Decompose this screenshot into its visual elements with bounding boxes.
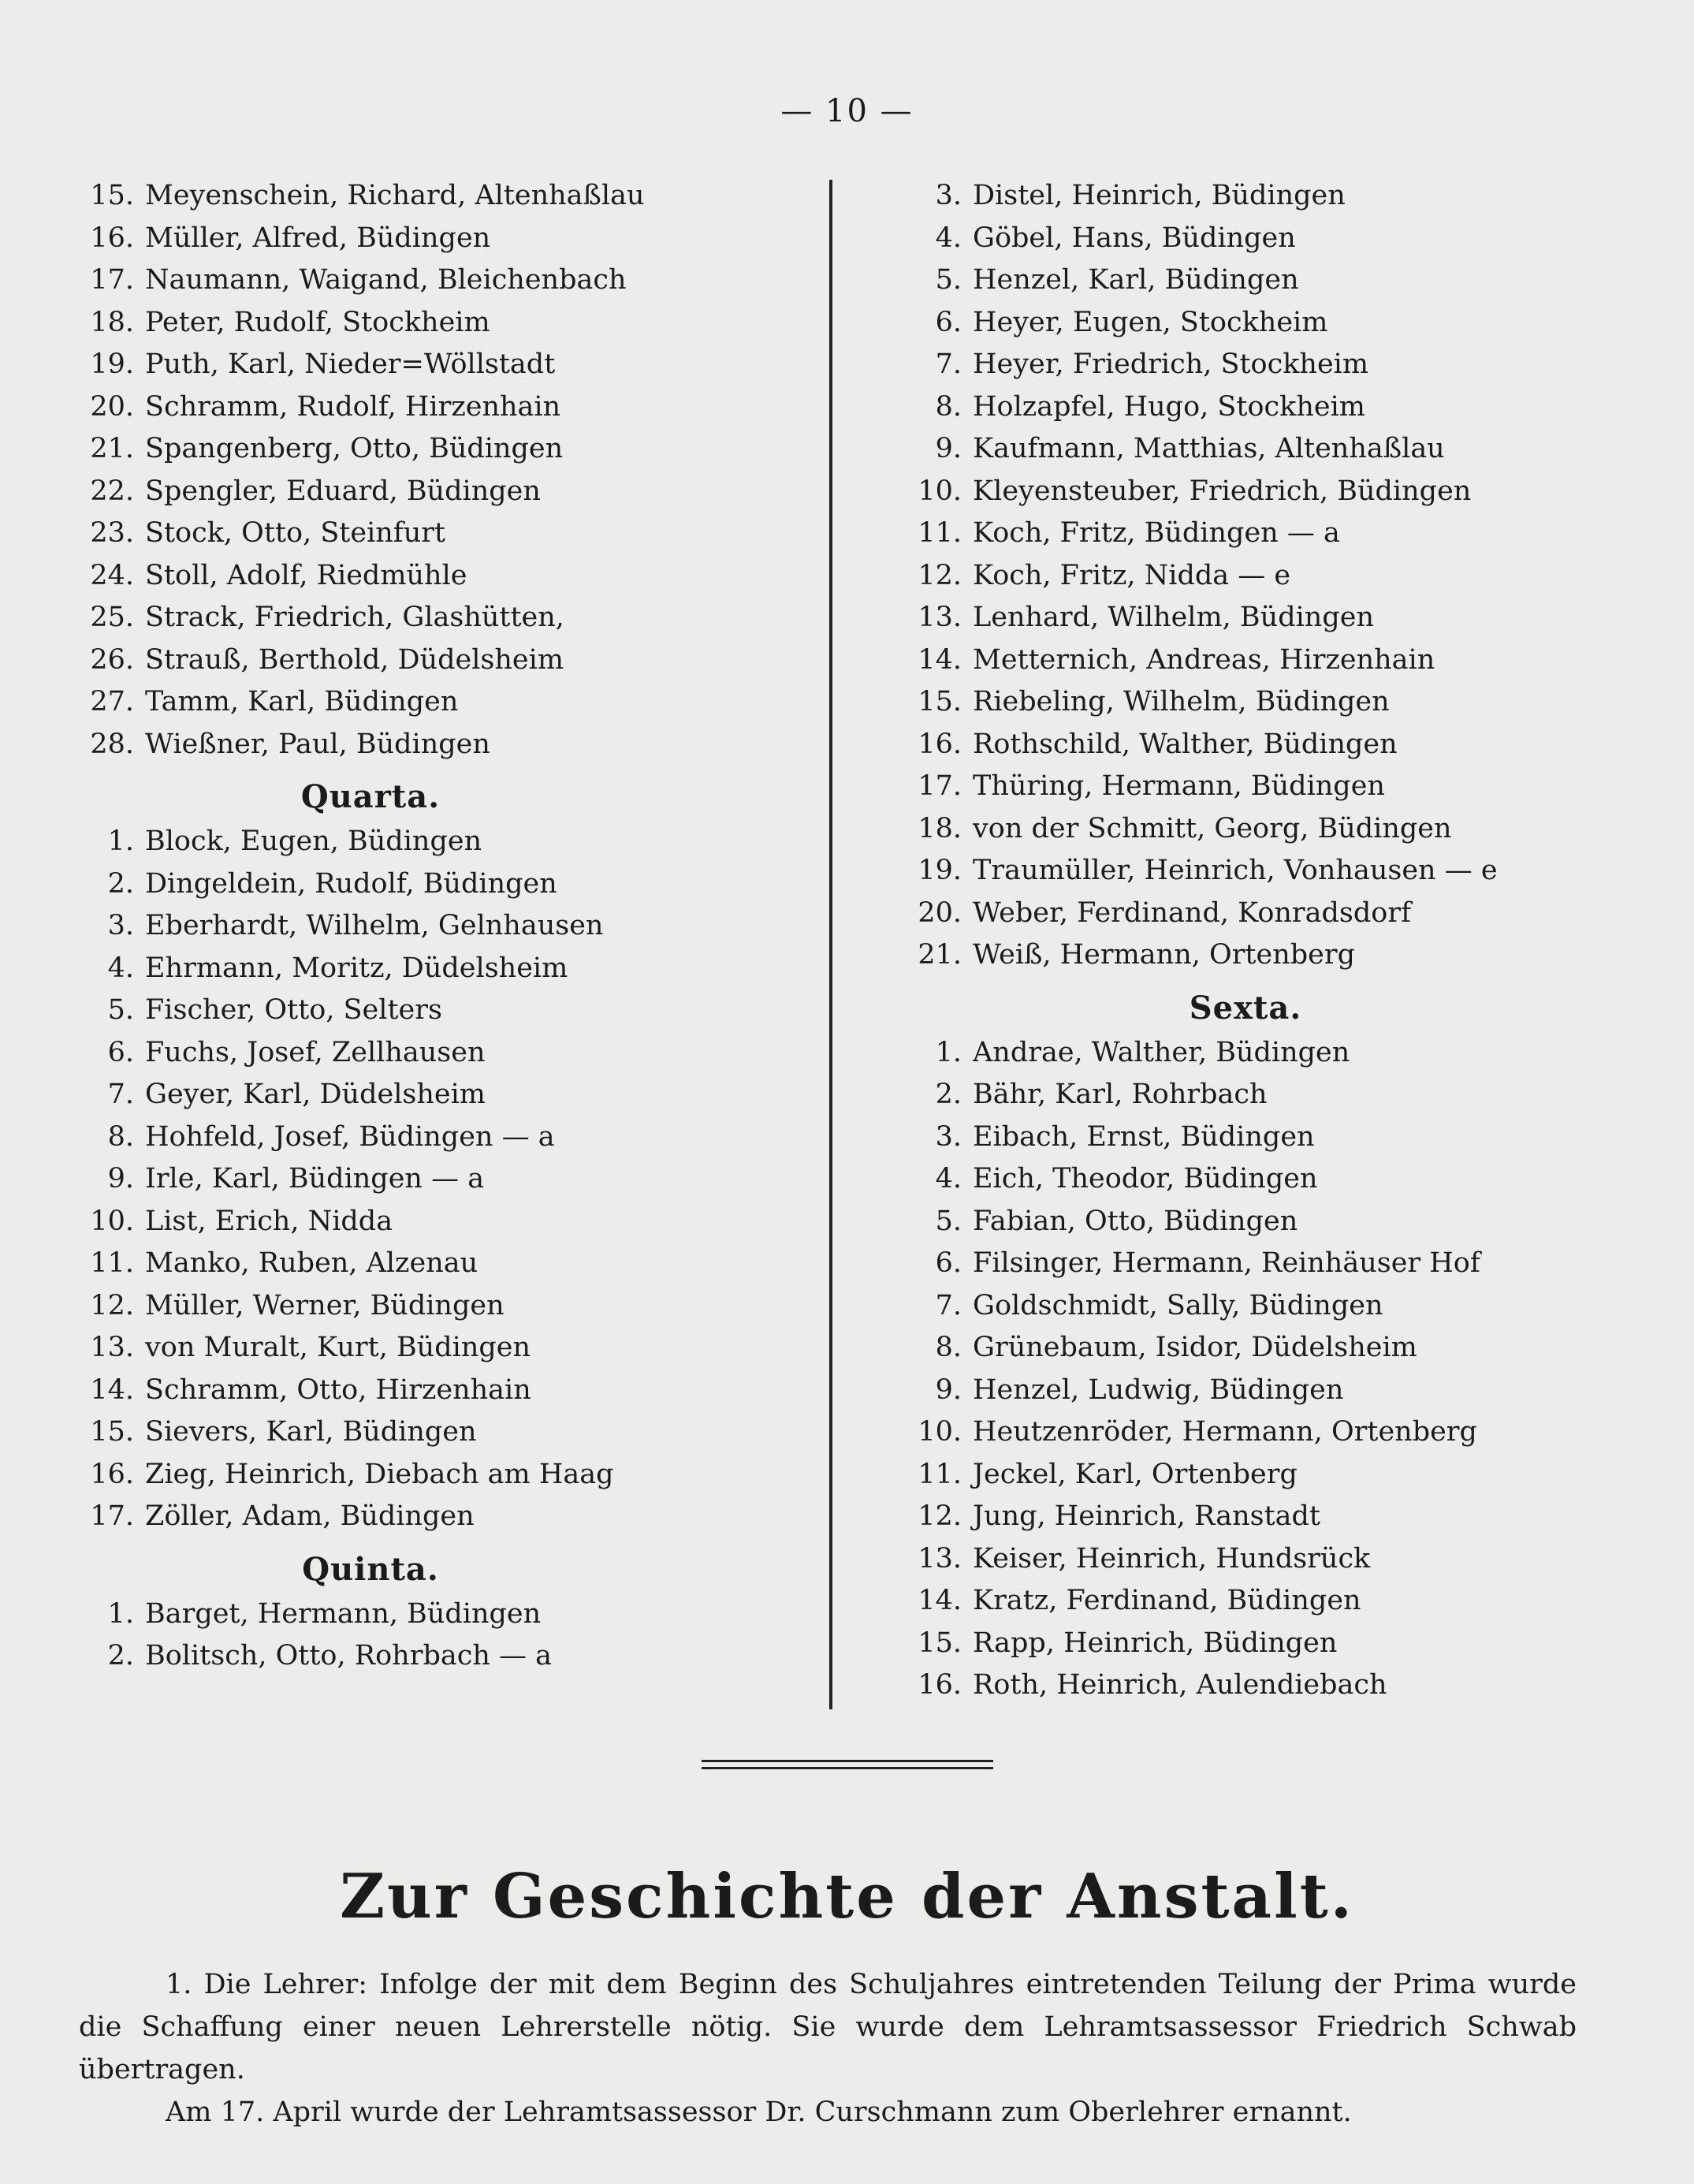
list-item — [79, 259, 820, 302]
list-item-text: List, Erich, Nidda — [145, 1205, 393, 1237]
list-item-number: 16. — [90, 1458, 134, 1490]
list-item-number: 8. — [935, 390, 962, 423]
list-item-text: Jeckel, Karl, Ortenberg — [973, 1458, 1297, 1490]
list-item-text: Strauß, Berthold, Düdelsheim — [145, 643, 564, 676]
list-item-text: Andrae, Walther, Büdingen — [973, 1036, 1350, 1068]
list-item-number: 12. — [918, 559, 962, 591]
list-item-text: Heutzenröder, Hermann, Ortenberg — [973, 1416, 1477, 1448]
list-item — [907, 1116, 1663, 1159]
list-item-text: Eibach, Ernst, Büdingen — [973, 1120, 1315, 1153]
list-item-text: Puth, Karl, Nieder=Wöllstadt — [145, 348, 556, 380]
list-item-number: 11. — [90, 1247, 134, 1279]
list-item-number: 8. — [935, 1332, 962, 1363]
list-item-text: Geyer, Karl, Düdelsheim — [145, 1079, 486, 1110]
list-item-text: von der Schmitt, Georg, Büdingen — [973, 812, 1452, 844]
list-item — [907, 724, 1663, 766]
heading-sexta: Sexta. — [1189, 989, 1302, 1027]
list-item-text: Bolitsch, Otto, Rohrbach — a — [145, 1640, 552, 1672]
list-item — [79, 175, 820, 218]
heading-quarta: Quarta. — [300, 778, 441, 815]
list-item — [79, 512, 820, 555]
list-item — [79, 639, 820, 682]
list-item — [907, 175, 1663, 218]
list-item-text: Hohfeld, Josef, Büdingen — a — [145, 1120, 555, 1153]
list-item-text: Stoll, Adolf, Riedmühle — [145, 559, 467, 591]
list-item-number: 4. — [935, 1163, 962, 1194]
list-item-number: 19. — [918, 855, 962, 886]
list-item-number: 5. — [935, 1205, 962, 1237]
right-column — [907, 175, 1663, 1707]
list-item-number: 22. — [90, 475, 134, 507]
list-item-number: 14. — [918, 643, 962, 676]
list-item-number: 6. — [935, 1247, 962, 1279]
page-number: — 10 — — [780, 93, 914, 129]
list-item — [79, 555, 820, 598]
list-item — [79, 386, 820, 429]
list-item-text: Roth, Heinrich, Aulendiebach — [973, 1669, 1387, 1701]
list-item — [907, 1496, 1663, 1538]
list-item-number: 16. — [918, 1669, 962, 1701]
list-item-text: Tamm, Karl, Büdingen — [145, 686, 459, 717]
list-item — [79, 821, 820, 863]
list-item — [79, 218, 820, 260]
list-item-number: 5. — [107, 994, 134, 1026]
list-item-number: 14. — [918, 1585, 962, 1616]
list-item-number: 5. — [935, 264, 962, 296]
list-item-text: Peter, Rudolf, Stockheim — [145, 306, 490, 338]
list-item-number: 10. — [918, 1416, 962, 1448]
list-item — [907, 1623, 1663, 1665]
list-item — [907, 681, 1663, 724]
list-item-text: Thüring, Hermann, Büdingen — [973, 770, 1385, 802]
list-item — [79, 724, 820, 766]
list-item-number: 9. — [935, 1373, 962, 1406]
list-item-text: Müller, Alfred, Büdingen — [145, 222, 491, 254]
list-item-number: 3. — [935, 1120, 962, 1153]
list-item-text: Kratz, Ferdinand, Büdingen — [973, 1585, 1361, 1616]
list-item-text: Naumann, Waigand, Bleichenbach — [145, 264, 627, 296]
list-item-number: 13. — [90, 1332, 134, 1363]
list-item — [79, 1496, 820, 1538]
list-item-text: Henzel, Karl, Büdingen — [973, 264, 1299, 296]
list-item-text: Zieg, Heinrich, Diebach am Haag — [145, 1458, 614, 1490]
list-item-number: 10. — [90, 1205, 134, 1237]
list-item-number: 3. — [107, 910, 134, 941]
list-item-text: Distel, Heinrich, Büdingen — [973, 180, 1346, 211]
list-item — [79, 990, 820, 1032]
list-item-number: 1. — [107, 1597, 134, 1630]
list-item — [907, 1580, 1663, 1623]
list-item-text: Jung, Heinrich, Ranstadt — [973, 1500, 1320, 1532]
list-item-number: 15. — [90, 180, 134, 211]
list-item-text: Keiser, Heinrich, Hundsrück — [973, 1542, 1371, 1575]
list-item-number: 17. — [918, 770, 962, 802]
list-item — [907, 302, 1663, 345]
list-item-number: 18. — [90, 306, 134, 338]
list-item-text: Schramm, Otto, Hirzenhain — [145, 1373, 531, 1406]
list-item — [79, 1593, 820, 1636]
list-item-text: Spengler, Eduard, Büdingen — [145, 475, 541, 507]
list-item — [907, 893, 1663, 935]
list-item-text: Metternich, Andreas, Hirzenhain — [973, 643, 1435, 676]
list-item-text: Holzapfel, Hugo, Stockheim — [973, 390, 1365, 423]
list-item — [907, 428, 1663, 471]
list-item-text: Schramm, Rudolf, Hirzenhain — [145, 390, 561, 423]
list-item-number: 6. — [935, 306, 962, 338]
list-item-text: Kleyensteuber, Friedrich, Büdingen — [973, 475, 1472, 507]
list-item — [79, 681, 820, 724]
student-list-sexta — [907, 1032, 1663, 1707]
list-item — [79, 905, 820, 948]
list-item — [79, 1243, 820, 1285]
heading-quinta: Quinta. — [302, 1550, 439, 1588]
list-item — [79, 1074, 820, 1116]
list-item — [907, 386, 1663, 429]
column-divider — [829, 180, 832, 1709]
list-item-text: Wießner, Paul, Büdingen — [145, 728, 490, 760]
list-item-number: 10. — [918, 475, 962, 507]
list-item — [79, 1454, 820, 1496]
list-item-text: Rapp, Heinrich, Büdingen — [973, 1627, 1338, 1659]
list-item-text: Stock, Otto, Steinfurt — [145, 517, 446, 549]
list-item-text: Bähr, Karl, Rohrbach — [973, 1079, 1268, 1110]
list-item-text: Barget, Hermann, Büdingen — [145, 1597, 542, 1630]
list-item-text: Henzel, Ludwig, Büdingen — [973, 1373, 1344, 1406]
list-item-text: von Muralt, Kurt, Büdingen — [145, 1332, 531, 1363]
list-item-number: 17. — [90, 1500, 134, 1532]
list-item — [79, 1635, 820, 1678]
left-column — [79, 175, 820, 1678]
list-item — [907, 344, 1663, 386]
list-item-text: Traumüller, Heinrich, Vonhausen — e — [973, 855, 1498, 886]
paragraph-teachers: 1. Die Lehrer: Infolge der mit dem Beginn des Schuljahres eintretenden Teilung der Prima wurde die Schaffung einer neuen Lehrerstelle nötig. Sie wurde dem Lehramtsassessor Friedrich Schwab übertragen. — [79, 1969, 1577, 2085]
list-item — [907, 259, 1663, 302]
list-item — [907, 1032, 1663, 1075]
list-item — [907, 766, 1663, 808]
list-item-text: Lenhard, Wilhelm, Büdingen — [973, 602, 1374, 633]
list-item-text: Eberhardt, Wilhelm, Gelnhausen — [145, 910, 604, 941]
list-item-number: 26. — [90, 643, 134, 676]
list-item — [79, 1411, 820, 1454]
list-item — [79, 597, 820, 639]
list-item — [79, 428, 820, 471]
list-item — [907, 1243, 1663, 1285]
list-item-number: 1. — [107, 826, 134, 857]
list-item-text: Eich, Theodor, Büdingen — [973, 1163, 1318, 1194]
student-list-quarta — [79, 821, 820, 1538]
list-item-number: 11. — [918, 1458, 962, 1490]
student-list — [79, 175, 820, 766]
list-item-text: Grünebaum, Isidor, Düdelsheim — [973, 1332, 1417, 1363]
list-item-number: 6. — [107, 1036, 134, 1068]
list-item-number: 2. — [935, 1079, 962, 1110]
list-item — [79, 471, 820, 513]
list-item-text: Weber, Ferdinand, Konradsdorf — [973, 896, 1412, 929]
list-item-text: Göbel, Hans, Büdingen — [973, 222, 1296, 254]
list-item-number: 28. — [90, 728, 134, 760]
list-item — [907, 512, 1663, 555]
list-item-number: 14. — [90, 1373, 134, 1406]
list-item-number: 27. — [90, 686, 134, 717]
list-item-text: Koch, Fritz, Nidda — e — [973, 559, 1291, 591]
list-item-number: 24. — [90, 559, 134, 591]
list-item — [907, 597, 1663, 639]
list-item-text: Meyenschein, Richard, Altenhaßlau — [145, 180, 645, 211]
list-item-text: Heyer, Eugen, Stockheim — [973, 306, 1328, 338]
paragraph-appointment: Am 17. April wurde der Lehramtsassessor Dr. Curschmann zum Oberlehrer ernannt. — [166, 2096, 1352, 2128]
list-item-text: Spangenberg, Otto, Büdingen — [145, 433, 564, 464]
list-item-number: 21. — [918, 939, 962, 971]
list-item-number: 7. — [935, 348, 962, 380]
list-item-number: 15. — [918, 686, 962, 717]
list-item-text: Fabian, Otto, Büdingen — [973, 1205, 1298, 1237]
list-item-text: Weiß, Hermann, Ortenberg — [973, 939, 1356, 971]
list-item-text: Fuchs, Josef, Zellhausen — [145, 1036, 486, 1068]
student-list-quinta-continued — [907, 175, 1663, 977]
student-list-quinta — [79, 1593, 820, 1678]
list-item-number: 20. — [918, 896, 962, 929]
list-item — [907, 1454, 1663, 1496]
list-item-number: 2. — [107, 867, 134, 900]
list-item — [907, 1158, 1663, 1201]
list-item — [907, 1370, 1663, 1412]
list-item — [907, 1538, 1663, 1581]
list-item-number: 16. — [918, 728, 962, 760]
list-item — [907, 1285, 1663, 1328]
list-item-text: Dingeldein, Rudolf, Büdingen — [145, 867, 557, 900]
list-item-text: Manko, Ruben, Alzenau — [145, 1247, 478, 1279]
list-item-number: 7. — [107, 1079, 134, 1110]
list-item-text: Filsinger, Hermann, Reinhäuser Hof — [973, 1247, 1480, 1279]
list-item-number: 25. — [90, 602, 134, 633]
list-item — [907, 1074, 1663, 1116]
list-item-number: 15. — [918, 1627, 962, 1659]
list-item-text: Zöller, Adam, Büdingen — [145, 1500, 475, 1532]
list-item-text: Block, Eugen, Büdingen — [145, 826, 482, 857]
list-item-number: 8. — [107, 1120, 134, 1153]
list-item-number: 3. — [935, 180, 962, 211]
list-item — [79, 1370, 820, 1412]
list-item — [907, 555, 1663, 598]
list-item-number: 9. — [935, 433, 962, 464]
list-item-text: Riebeling, Wilhelm, Büdingen — [973, 686, 1390, 717]
list-item-number: 13. — [918, 1542, 962, 1575]
list-item-number: 19. — [90, 348, 134, 380]
list-item-text: Koch, Fritz, Büdingen — a — [973, 517, 1340, 549]
section-title: Zur Geschichte der Anstalt. — [340, 1861, 1354, 1932]
list-item-number: 11. — [918, 517, 962, 549]
list-item-number: 17. — [90, 264, 134, 296]
list-item-text: Fischer, Otto, Selters — [145, 994, 442, 1026]
list-item — [79, 1116, 820, 1159]
list-item — [79, 1201, 820, 1243]
list-item-number: 16. — [90, 222, 134, 254]
list-item-number: 2. — [107, 1640, 134, 1672]
list-item — [79, 1032, 820, 1075]
list-item — [79, 1327, 820, 1370]
list-item-number: 4. — [107, 952, 134, 984]
list-item-number: 12. — [918, 1500, 962, 1532]
list-item — [907, 218, 1663, 260]
list-item-text: Heyer, Friedrich, Stockheim — [973, 348, 1369, 380]
list-item-number: 13. — [918, 602, 962, 633]
list-item-number: 7. — [935, 1289, 962, 1321]
list-item-text: Kaufmann, Matthias, Altenhaßlau — [973, 433, 1445, 464]
list-item — [907, 808, 1663, 851]
list-item — [907, 1411, 1663, 1454]
list-item — [79, 1285, 820, 1328]
list-item-number: 12. — [90, 1289, 134, 1321]
list-item-text: Müller, Werner, Büdingen — [145, 1289, 504, 1321]
list-item-number: 4. — [935, 222, 962, 254]
list-item-text: Strack, Friedrich, Glashütten, — [145, 602, 564, 633]
list-item-number: 23. — [90, 517, 134, 549]
list-item — [79, 863, 820, 906]
list-item-number: 15. — [90, 1416, 134, 1448]
list-item — [907, 1664, 1663, 1707]
section-separator — [702, 1760, 993, 1774]
list-item — [907, 639, 1663, 682]
list-item-number: 18. — [918, 812, 962, 844]
list-item-text: Sievers, Karl, Büdingen — [145, 1416, 477, 1448]
list-item — [907, 934, 1663, 977]
list-item-number: 9. — [107, 1163, 134, 1194]
list-item — [907, 1327, 1663, 1370]
list-item-text: Irle, Karl, Büdingen — a — [145, 1163, 485, 1194]
list-item — [79, 948, 820, 990]
list-item — [79, 302, 820, 345]
list-item-number: 21. — [90, 433, 134, 464]
list-item — [907, 471, 1663, 513]
list-item-text: Goldschmidt, Sally, Büdingen — [973, 1289, 1383, 1321]
list-item — [79, 1158, 820, 1201]
list-item — [907, 1201, 1663, 1243]
list-item-number: 1. — [935, 1036, 962, 1068]
body-text — [79, 1963, 1577, 2134]
list-item — [907, 850, 1663, 893]
list-item-text: Ehrmann, Moritz, Düdelsheim — [145, 952, 568, 984]
list-item-number: 20. — [90, 390, 134, 423]
list-item-text: Rothschild, Walther, Büdingen — [973, 728, 1398, 760]
list-item — [79, 344, 820, 386]
